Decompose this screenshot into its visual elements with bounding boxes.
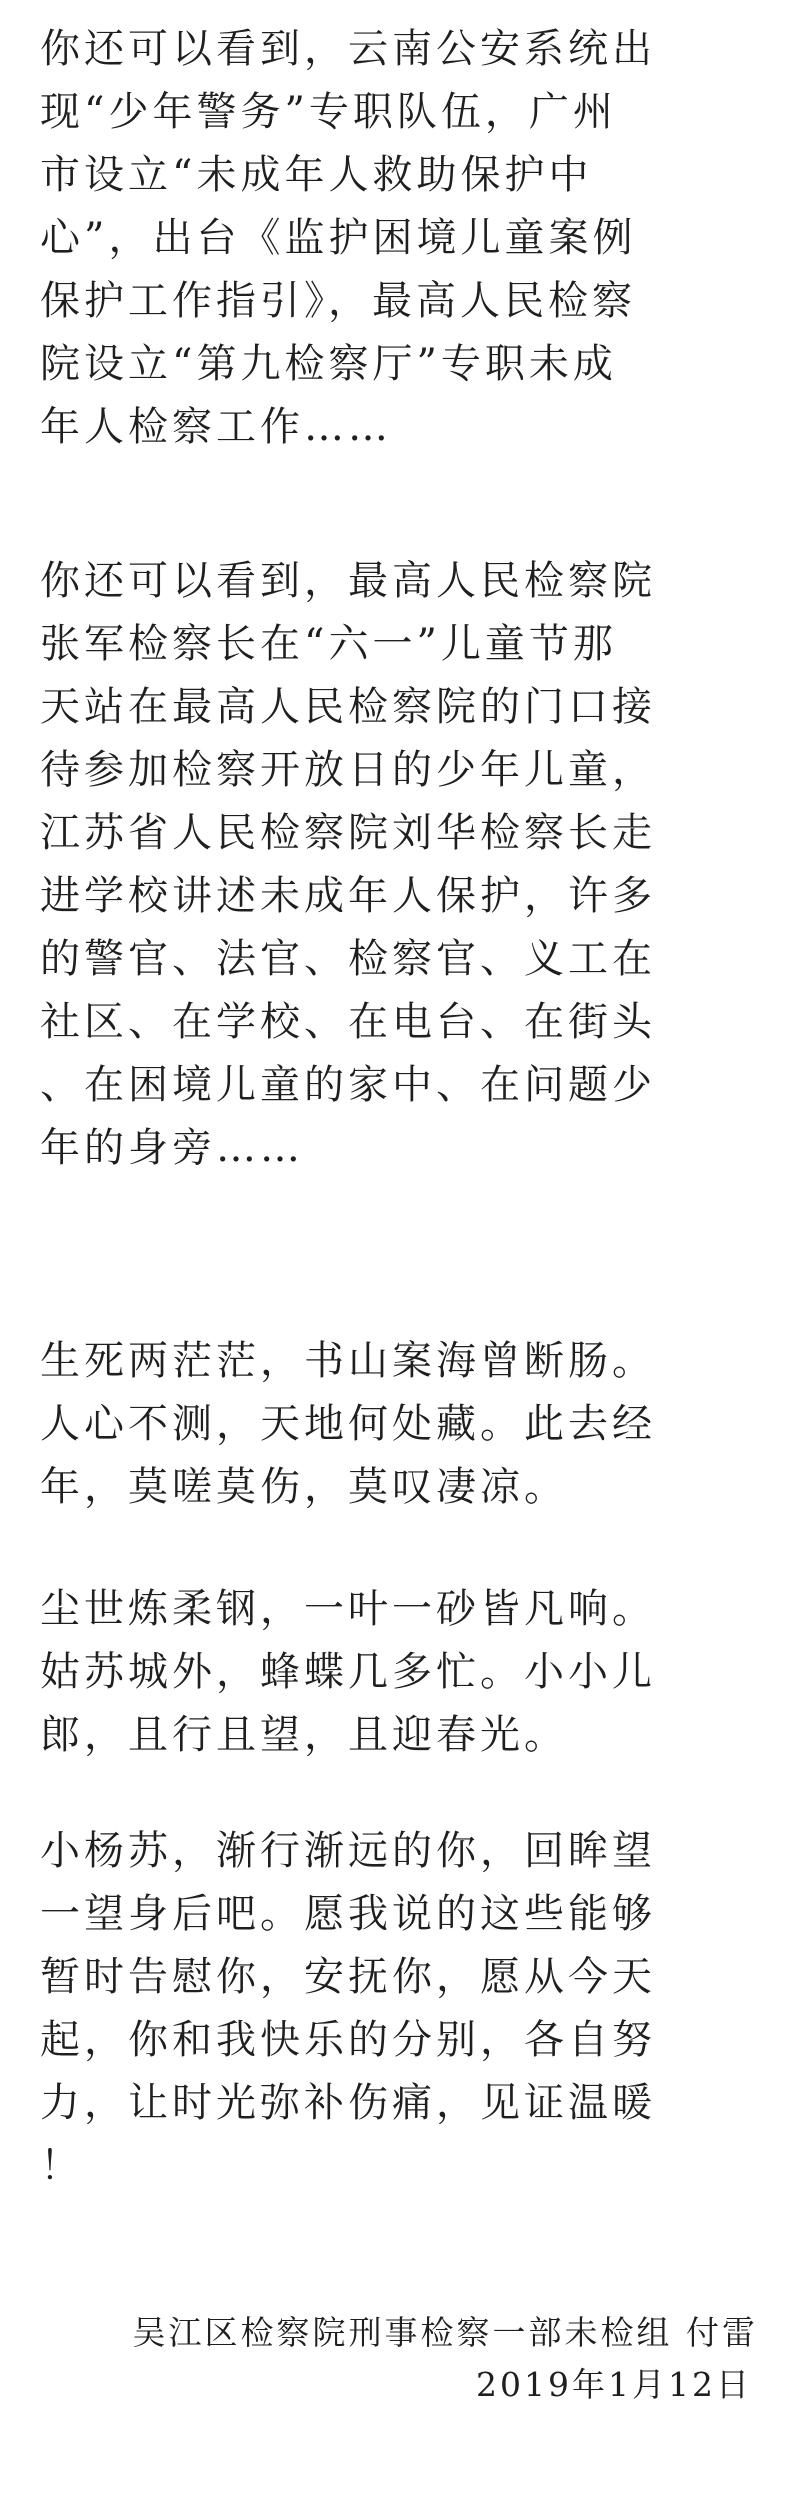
text-line: 人心不测，天地何处藏。此去经 <box>40 1401 656 1447</box>
text-line: 的警官、法官、检察官、义工在 <box>40 936 656 982</box>
text-line: 小杨苏，渐行渐远的你，回眸望 <box>40 1828 656 1874</box>
text-line: 力，让时光弥补伤痛，见证温暖 <box>40 2080 656 2126</box>
paragraph-1 <box>40 18 760 459</box>
paragraph-4 <box>40 1578 760 1767</box>
text-line: 进学校讲述未成年人保护，许多 <box>40 873 656 919</box>
text-line: 年的身旁…… <box>40 1125 304 1171</box>
text-line: 天站在最高人民检察院的门口接 <box>40 684 656 730</box>
text-line: 你还可以看到，最高人民检察院 <box>40 558 656 604</box>
text-line: 张军检察长在“六一”儿童节那 <box>40 621 617 667</box>
paragraph-2 <box>40 550 760 1180</box>
text-line: 年人检察工作…… <box>40 404 392 450</box>
text-line: 院设立“第九检察厅”专职未成 <box>40 341 617 387</box>
paragraph-3 <box>40 1330 760 1519</box>
text-line: ！ <box>40 2143 84 2189</box>
text-line: 你还可以看到，云南公安系统出 <box>40 26 656 72</box>
text-line: 江苏省人民检察院刘华检察长走 <box>40 810 656 856</box>
text-line: 社区、在学校、在电台、在街头 <box>40 999 656 1045</box>
text-line: 姑苏城外，蜂蝶几多忙。小小儿 <box>40 1649 656 1695</box>
text-line: 尘世炼柔钢，一叶一砂皆凡响。 <box>40 1586 656 1632</box>
text-line: 待参加检察开放日的少年儿童， <box>40 747 656 793</box>
signature-author: 吴江区检察院刑事检察一部未检组 付雷 <box>132 2313 758 2352</box>
text-line: 暂时告慰你，安抚你，愿从今天 <box>40 1954 656 2000</box>
text-line: 一望身后吧。愿我说的这些能够 <box>40 1891 656 1937</box>
text-line: 年，莫嗟莫伤，莫叹凄凉。 <box>40 1464 568 1510</box>
paragraph-5 <box>40 1820 760 2198</box>
text-line: 现“少年警务”专职队伍，广州 <box>40 89 617 135</box>
signature-date: 2019年1月12日 <box>476 2365 752 2404</box>
text-line: 生死两茫茫，书山案海曾断肠。 <box>40 1338 656 1384</box>
text-line: 起，你和我快乐的分别，各自努 <box>40 2017 656 2063</box>
text-line: 、在困境儿童的家中、在问题少 <box>40 1062 656 1108</box>
text-line: 郎，且行且望，且迎春光。 <box>40 1712 568 1758</box>
text-line: 市设立“未成年人救助保护中 <box>40 152 593 198</box>
text-line: 心”，出台《监护困境儿童案例 <box>40 215 637 261</box>
text-line: 保护工作指引》，最高人民检察 <box>40 278 636 324</box>
